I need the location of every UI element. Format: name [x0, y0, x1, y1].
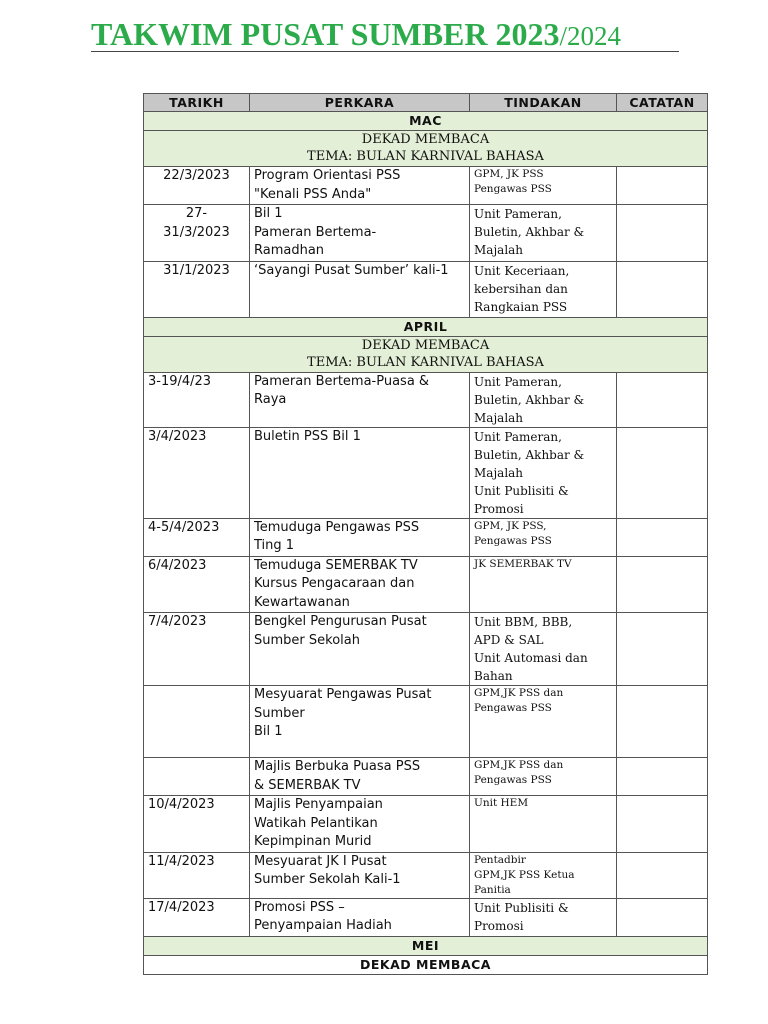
tindakan-cell: Unit Pameran, Buletin, Akhbar & Majalah [470, 372, 617, 427]
catatan-cell [617, 427, 708, 518]
month-row-mac: MAC [144, 112, 708, 131]
date-cell: 3-19/4/23 [144, 372, 250, 427]
perkara-cell: Temuduga Pengawas PSS Ting 1 [250, 518, 470, 556]
catatan-cell [617, 796, 708, 853]
date-cell: 10/4/2023 [144, 796, 250, 853]
table-row [144, 261, 708, 317]
theme-row-april: DEKAD MEMBACA TEMA: BULAN KARNIVAL BAHASA [144, 336, 708, 372]
tindakan-cell: Unit Pameran, Buletin, Akhbar & Majalah [470, 205, 617, 262]
tindakan-cell: GPM,JK PSS dan Pengawas PSS [470, 758, 617, 796]
tindakan-cell: Unit HEM [470, 796, 617, 853]
page-title: TAKWIM PUSAT SUMBER 2023/2024 [91, 16, 621, 52]
theme-row-mei: DEKAD MEMBACA [144, 955, 708, 974]
date-cell: 3/4/2023 [144, 427, 250, 518]
tindakan-cell: Unit Keceriaan, kebersihan dan Rangkaian PSS [470, 261, 617, 317]
table-row [144, 427, 708, 518]
table-row [144, 898, 708, 936]
table-row [144, 686, 708, 758]
table-row [144, 852, 708, 898]
catatan-cell [617, 261, 708, 317]
table-row [144, 613, 708, 686]
date-cell: 11/4/2023 [144, 852, 250, 898]
header-catatan: CATATAN [617, 94, 708, 112]
tindakan-cell: JK SEMERBAK TV [470, 556, 617, 613]
perkara-cell: Bengkel Pengurusan Pusat Sumber Sekolah [250, 613, 470, 686]
table-row [144, 372, 708, 427]
perkara-cell: Bil 1 Pameran Bertema- Ramadhan [250, 205, 470, 262]
perkara-cell: Majlis Berbuka Puasa PSS & SEMERBAK TV [250, 758, 470, 796]
table-row [144, 556, 708, 613]
date-cell [144, 758, 250, 796]
perkara-cell: Program Orientasi PSS "Kenali PSS Anda" [250, 167, 470, 205]
date-cell: 27- 31/3/2023 [144, 205, 250, 262]
catatan-cell [617, 372, 708, 427]
date-cell: 4-5/4/2023 [144, 518, 250, 556]
catatan-cell [617, 205, 708, 262]
title-underline [91, 51, 679, 52]
date-cell: 22/3/2023 [144, 167, 250, 205]
table-row [144, 758, 708, 796]
perkara-cell: Temuduga SEMERBAK TV Kursus Pengacaraan dan Kewartawanan [250, 556, 470, 613]
catatan-cell [617, 898, 708, 936]
table-row [144, 205, 708, 262]
date-cell: 17/4/2023 [144, 898, 250, 936]
month-row-april: APRIL [144, 317, 708, 336]
date-cell [144, 686, 250, 758]
perkara-cell: Mesyuarat JK I Pusat Sumber Sekolah Kali-1 [250, 852, 470, 898]
catatan-cell [617, 613, 708, 686]
table-row [144, 167, 708, 205]
theme-row-mac: DEKAD MEMBACA TEMA: BULAN KARNIVAL BAHASA [144, 131, 708, 167]
tindakan-cell: GPM, JK PSS, Pengawas PSS [470, 518, 617, 556]
perkara-cell: Mesyuarat Pengawas Pusat Sumber Bil 1 [250, 686, 470, 758]
catatan-cell [617, 518, 708, 556]
catatan-cell [617, 167, 708, 205]
tindakan-cell: Unit Pameran, Buletin, Akhbar & Majalah Unit Publisiti & Promosi [470, 427, 617, 518]
tindakan-cell: GPM,JK PSS dan Pengawas PSS [470, 686, 617, 758]
perkara-cell: ‘Sayangi Pusat Sumber’ kali-1 [250, 261, 470, 317]
catatan-cell [617, 852, 708, 898]
month-row-mei: MEI [144, 936, 708, 955]
perkara-cell: Buletin PSS Bil 1 [250, 427, 470, 518]
table-row [144, 518, 708, 556]
catatan-cell [617, 758, 708, 796]
table-row [144, 796, 708, 853]
catatan-cell [617, 686, 708, 758]
tindakan-cell: GPM, JK PSS Pengawas PSS [470, 167, 617, 205]
perkara-cell: Majlis Penyampaian Watikah Pelantikan Kepimpinan Murid [250, 796, 470, 853]
date-cell: 31/1/2023 [144, 261, 250, 317]
perkara-cell: Pameran Bertema-Puasa & Raya [250, 372, 470, 427]
header-tarikh: TARIKH [144, 94, 250, 112]
table-header-row [144, 94, 708, 112]
header-tindakan: TINDAKAN [470, 94, 617, 112]
tindakan-cell: Pentadbir GPM,JK PSS Ketua Panitia [470, 852, 617, 898]
header-perkara: PERKARA [250, 94, 470, 112]
tindakan-cell: Unit Publisiti & Promosi [470, 898, 617, 936]
calendar-table [143, 93, 708, 975]
date-cell: 7/4/2023 [144, 613, 250, 686]
tindakan-cell: Unit BBM, BBB, APD & SAL Unit Automasi dan Bahan [470, 613, 617, 686]
catatan-cell [617, 556, 708, 613]
date-cell: 6/4/2023 [144, 556, 250, 613]
perkara-cell: Promosi PSS – Penyampaian Hadiah [250, 898, 470, 936]
